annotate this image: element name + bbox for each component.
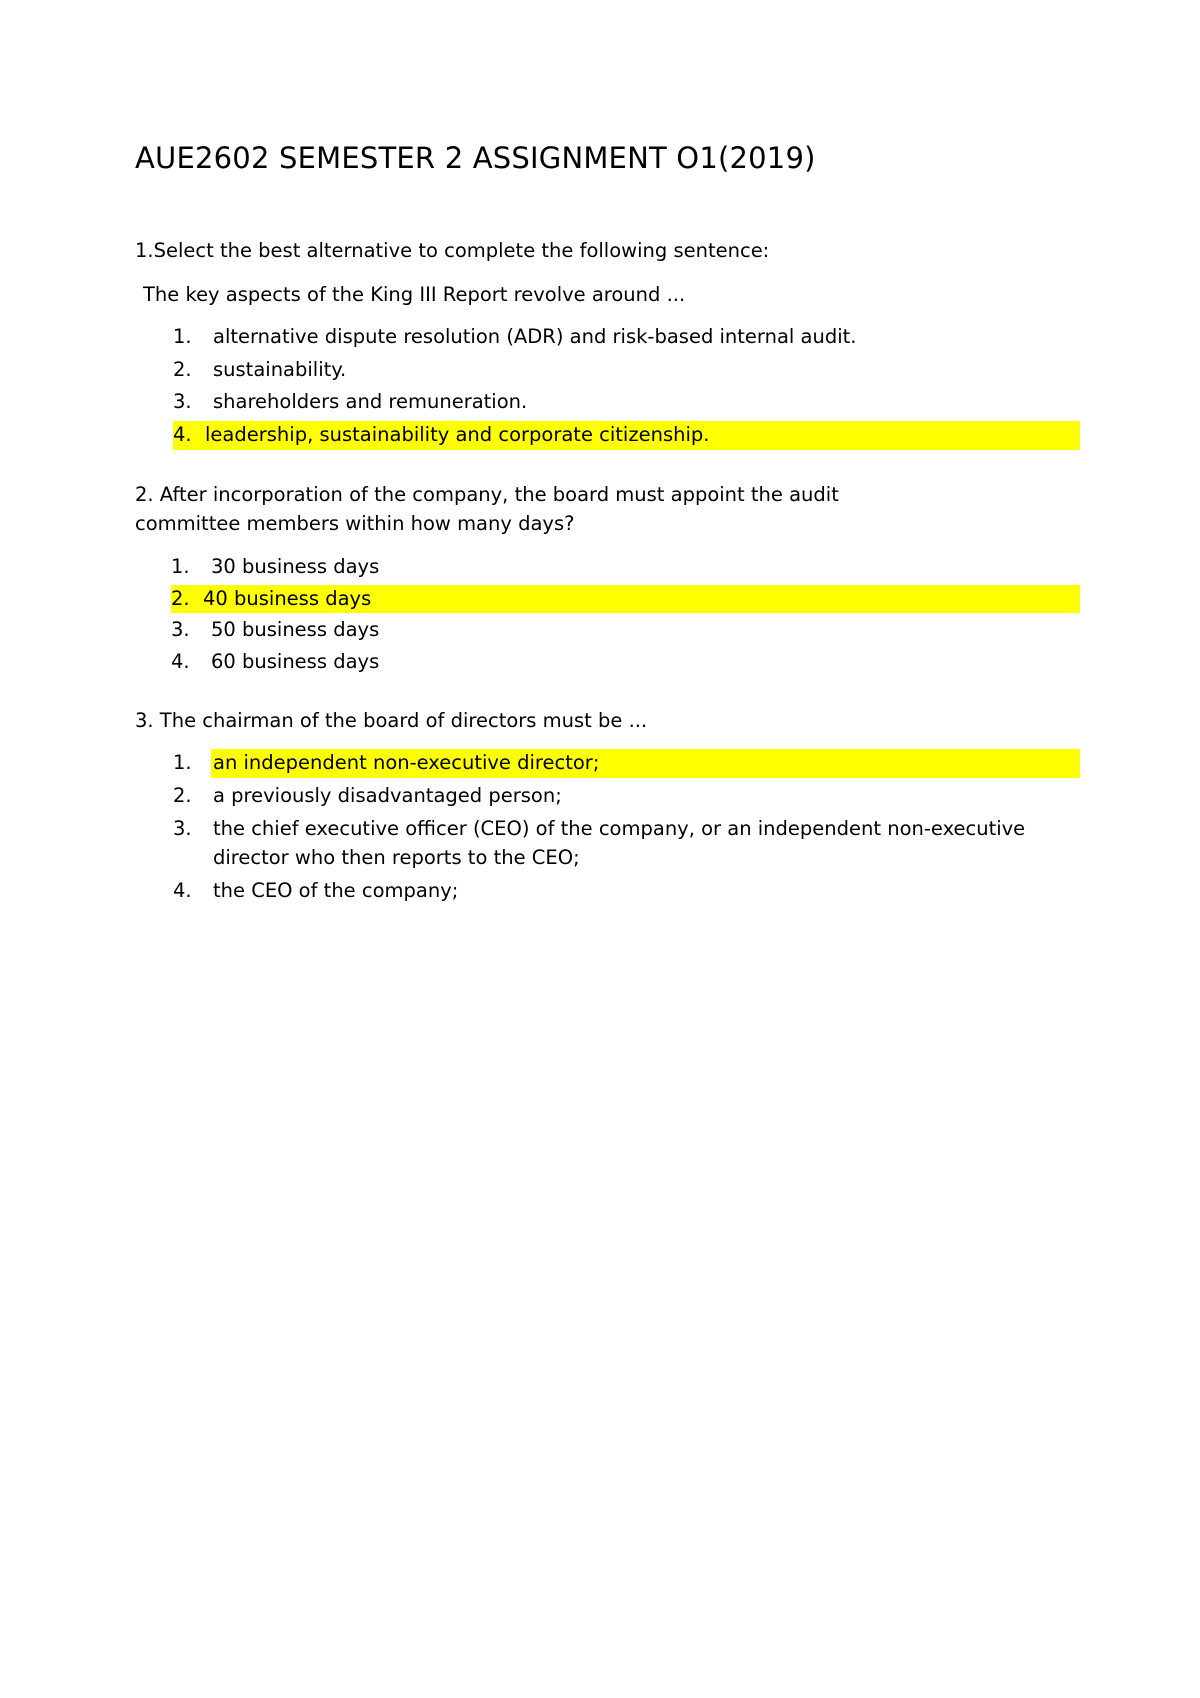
question-3-options xyxy=(135,749,1080,905)
list-item[interactable] xyxy=(173,782,1080,811)
option-number: 4. xyxy=(173,421,203,450)
list-item[interactable] xyxy=(171,648,1080,677)
option-text: the chief executive officer (CEO) of the company, or an independent non-executive director who then reports to the CEO; xyxy=(213,817,1026,869)
option-number: 1. xyxy=(173,324,192,348)
list-item[interactable] xyxy=(173,877,1080,906)
option-number: 1. xyxy=(171,554,190,578)
option-text: 40 business days xyxy=(201,585,1080,614)
list-item[interactable] xyxy=(173,388,1080,417)
list-item[interactable] xyxy=(171,553,1080,582)
option-text: alternative dispute resolution (ADR) and risk-based internal audit. xyxy=(213,324,857,348)
option-text: the CEO of the company; xyxy=(213,878,459,902)
option-number: 2. xyxy=(171,585,201,614)
list-item-highlighted[interactable] xyxy=(171,585,1080,614)
question-2-options xyxy=(135,553,1080,677)
question-1-stem: The key aspects of the King III Report revolve around ... xyxy=(143,282,686,306)
question-1-instruction: 1.Select the best alternative to complete the following sentence: xyxy=(135,239,770,263)
option-number: 2. xyxy=(173,784,192,808)
option-number: 3. xyxy=(173,390,192,414)
question-3 xyxy=(135,706,1080,906)
option-number: 4. xyxy=(171,650,190,674)
list-item-highlighted[interactable] xyxy=(173,421,1080,450)
list-item[interactable] xyxy=(173,356,1080,385)
option-text: an independent non-executive director; xyxy=(211,749,1080,778)
question-3-stem: 3. The chairman of the board of directors must be ... xyxy=(135,709,648,733)
list-item[interactable] xyxy=(171,616,1080,645)
option-number: 3. xyxy=(171,618,190,642)
page-title: AUE2602 SEMESTER 2 ASSIGNMENT O1(2019) xyxy=(135,141,816,175)
option-text: shareholders and remuneration. xyxy=(213,390,528,414)
option-number: 2. xyxy=(173,357,192,381)
question-1 xyxy=(135,236,1080,450)
option-text: leadership, sustainability and corporate citizenship. xyxy=(203,421,1080,450)
list-item-highlighted[interactable] xyxy=(173,749,1080,778)
option-text: sustainability. xyxy=(213,357,347,381)
question-1-options xyxy=(135,323,1080,450)
option-text: 50 business days xyxy=(211,618,380,642)
list-item[interactable] xyxy=(173,815,1080,873)
question-2 xyxy=(135,480,1080,677)
option-text: a previously disadvantaged person; xyxy=(213,784,562,808)
list-item[interactable] xyxy=(173,323,1080,352)
option-number: 3. xyxy=(173,817,192,841)
question-2-stem: 2. After incorporation of the company, the board must appoint the audit committee members within how many days? xyxy=(135,483,839,536)
option-text: 30 business days xyxy=(211,554,380,578)
option-number: 1. xyxy=(173,751,192,775)
option-number: 4. xyxy=(173,878,192,902)
option-text: 60 business days xyxy=(211,650,380,674)
